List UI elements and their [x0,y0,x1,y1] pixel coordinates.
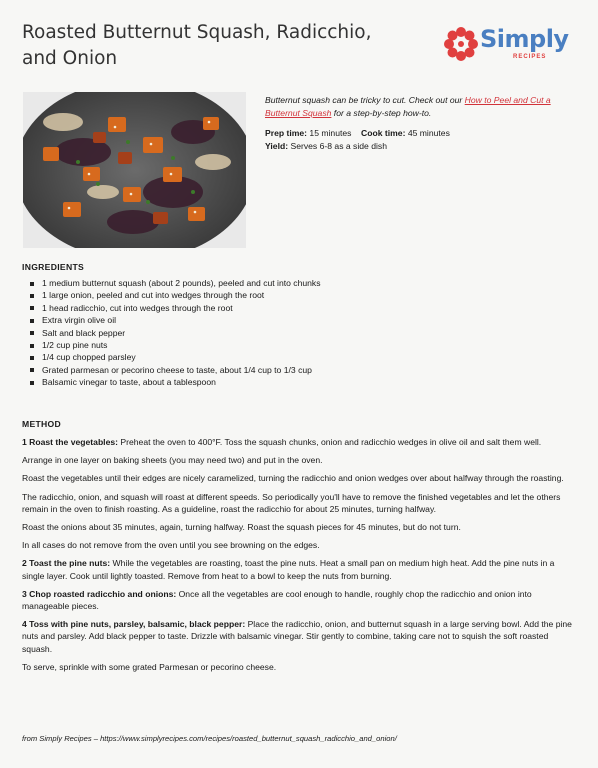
peel-and-cut-link[interactable]: How to Peel and Cut a Butternut Squash [265,95,551,118]
step-2-text: While the vegetables are roasting, toast the pine nuts. Heat a small pan on medium high heat. Add the pine nuts in a single layer. Cook until lightly toasted. Remove from heat to a bowl to keep the nuts from burning. [22,558,555,581]
method-paragraph: To serve, sprinkle with some grated Parmesan or pecorino cheese. [22,661,277,672]
source-footer: from Simply Recipes – https://www.simplyrecipes.com/recipes/roasted_butternut_squash_radicchio_and_onion/ [22,734,397,743]
method-heading: METHOD [22,419,62,429]
cook-time-label: Cook time: [361,128,406,138]
step-3-text: Once all the vegetables are cool enough to handle, roughly chop the radicchio and onion into manageable pieces. [22,588,532,612]
step-4-text: Place the radicchio, onion, and butternut squash in a large serving bowl. Add the pine nuts and parsley. Add black pepper to taste. Drizzle with balsamic vinegar. Stir gently to combine, taking care not to squish the soft roasted squash. [22,619,572,654]
times-line [265,127,575,140]
logo-subtitle: RECIPES [513,54,547,60]
step-2-title: 2 Toast the pine nuts: [22,558,111,569]
method-paragraph: The radicchio, onion, and squash will roast at different speeds. So periodically you'll have to remove the finished vegetables and let the others remain in the oven to finish roasting. As a guideline, roast the radicchio for about 25 minutes, turning halfway. [22,491,561,514]
step-1-title: 1 Roast the vegetables: [22,437,118,447]
list-item: Grated parmesan or pecorino cheese to taste, about 1/4 cup to 1/3 cup [30,364,321,376]
ingredients-heading: INGREDIENTS [22,262,85,272]
list-item: 1 large onion, peeled and cut into wedges through the root [30,289,321,301]
note-text-post: for a step-by-step how-to. [331,107,432,118]
list-item: Extra virgin olive oil [30,314,321,326]
recipe-meta [265,127,575,152]
step-3-title: 3 Chop roasted radicchio and onions: [22,588,177,599]
note-text-pre: Butternut squash can be tricky to cut. Check out our [265,95,465,105]
method-paragraph: Arrange in one layer on baking sheets (you may need two) and put in the oven. [22,455,323,466]
flower-logo-icon [441,24,481,64]
method-step-4 [22,618,578,655]
list-item: Salt and black pepper [30,327,321,339]
list-item: 1 medium butternut squash (about 2 pounds), peeled and cut into chunks [30,277,321,289]
prep-time-label: Prep time: [265,128,308,138]
method-paragraph: In all cases do not remove from the oven until you see browning on the edges. [22,540,320,551]
list-item: 1/2 cup pine nuts [30,339,321,351]
yield-label: Yield: [265,140,289,151]
yield-value: Serves 6-8 as a side dish [288,140,387,151]
method-step-3 [22,588,578,612]
list-item: Balsamic vinegar to taste, about a tablespoon [30,376,321,388]
yield-line [265,140,575,153]
cutting-note [265,94,575,119]
method-steps [22,436,578,679]
roasted-vegetables-image [23,92,246,248]
method-step-1 [22,436,578,448]
cook-time-value: 45 minutes [405,128,450,138]
recipe-title: Roasted Butternut Squash, Radicchio, and Onion [22,22,372,69]
method-paragraph: Roast the vegetables until their edges are nicely caramelized, turning the radicchio and onion wedges over about halfway through the roasting. [22,473,564,484]
list-item: 1 head radicchio, cut into wedges through the root [30,302,321,314]
simply-recipes-logo [441,24,576,64]
step-4-title: 4 Toss with pine nuts, parsley, balsamic, black pepper: [22,619,246,630]
list-item: 1/4 cup chopped parsley [30,351,321,363]
ingredients-list [30,277,321,389]
method-step-2 [22,557,578,581]
recipe-photo [23,92,246,248]
logo-wordmark: Simply [480,25,569,53]
step-1-text: Preheat the oven to 400°F. Toss the squash chunks, onion and radicchio wedges in olive oil and salt them well. [118,437,542,447]
prep-time-value: 15 minutes [307,128,352,138]
method-paragraph: Roast the onions about 35 minutes, again, turning halfway. Roast the squash pieces for 45 minutes, but do not turn. [22,522,461,533]
recipe-intro [265,94,575,152]
